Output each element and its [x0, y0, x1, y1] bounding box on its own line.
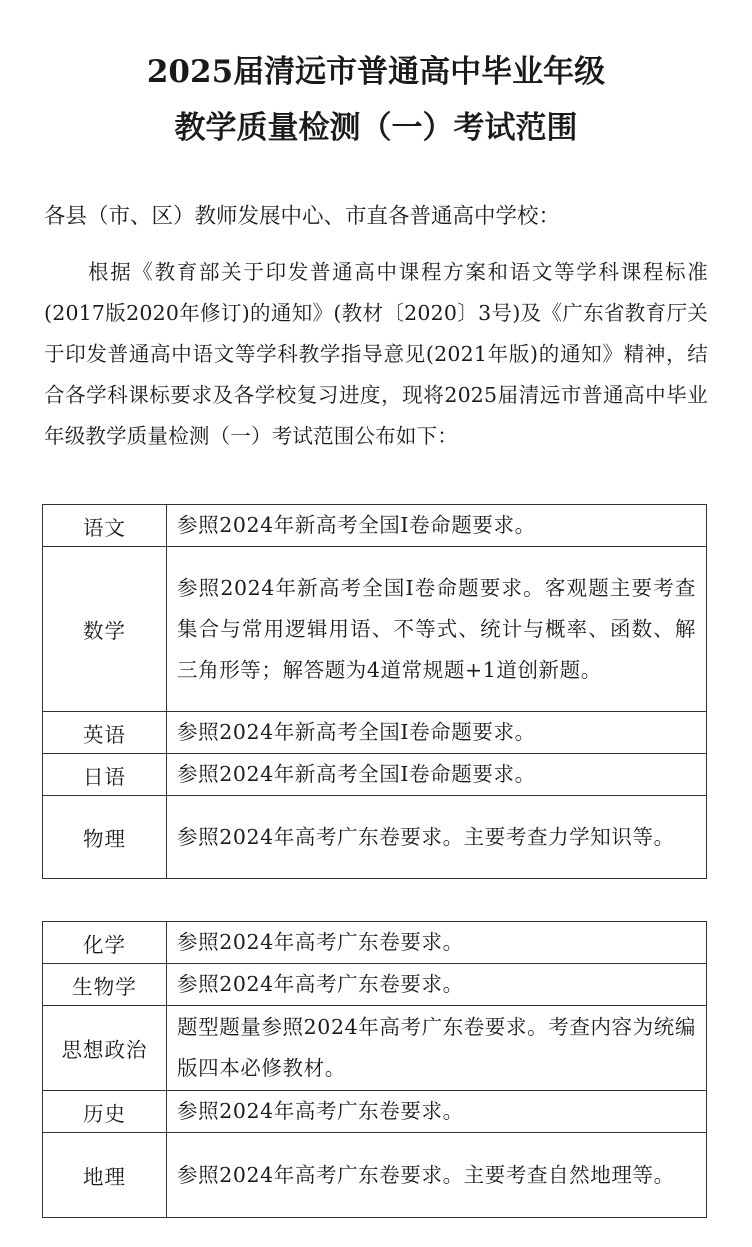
- subject-cell: 物理: [43, 796, 167, 879]
- subject-cell: 数学: [43, 547, 167, 712]
- table-row: [43, 922, 707, 964]
- table-row: [43, 505, 707, 547]
- subject-cell: 历史: [43, 1091, 167, 1133]
- subject-cell: 日语: [43, 754, 167, 796]
- requirement-cell: 参照2024年高考广东卷要求。: [167, 922, 707, 964]
- table-row: [43, 796, 707, 879]
- requirement-cell: 参照2024年高考广东卷要求。: [167, 964, 707, 1006]
- requirement-cell: 参照2024年高考广东卷要求。主要考查力学知识等。: [167, 796, 707, 879]
- subject-cell: 化学: [43, 922, 167, 964]
- table-row: [43, 964, 707, 1006]
- table-row: [43, 1133, 707, 1218]
- table-row: [43, 1006, 707, 1091]
- requirement-cell: 参照2024年高考广东卷要求。: [167, 1091, 707, 1133]
- table-row: [43, 712, 707, 754]
- subject-cell: 英语: [43, 712, 167, 754]
- subject-cell: 生物学: [43, 964, 167, 1006]
- table-row: [43, 547, 707, 712]
- requirement-cell: 参照2024年高考广东卷要求。主要考查自然地理等。: [167, 1133, 707, 1218]
- subject-cell: 语文: [43, 505, 167, 547]
- document-title-line-2: 教学质量检测（一）考试范围: [174, 110, 578, 146]
- exam-scope-table-2: [42, 921, 707, 1218]
- requirement-cell: 参照2024年新高考全国Ⅰ卷命题要求。: [167, 754, 707, 796]
- subject-cell: 思想政治: [43, 1006, 167, 1091]
- addressee: 各县（市、区）教师发展中心、市直各普通高中学校：: [44, 204, 561, 229]
- requirement-cell: 参照2024年新高考全国Ⅰ卷命题要求。客观题主要考查集合与常用逻辑用语、不等式、统计与概率、函数、解三角形等；解答题为4道常规题+1道创新题。: [167, 547, 707, 712]
- table-row: [43, 754, 707, 796]
- document-title-line-1: 2025届清远市普通高中毕业年级: [146, 54, 606, 90]
- subject-cell: 地理: [43, 1133, 167, 1218]
- intro-paragraph: 根据《教育部关于印发普通高中课程方案和语文等学科课程标准(2017版2020年修订)的通知》(教材〔2020〕3号)及《广东省教育厅关于印发普通高中语文等学科教学指导意见(2021年版)的通知》精神，结合各学科课标要求及各学校复习进度，现将2025届清远市普通高中毕业年级教学质量检测（一）考试范围公布如下：: [44, 260, 708, 448]
- requirement-cell: 参照2024年新高考全国Ⅰ卷命题要求。: [167, 712, 707, 754]
- table-row: [43, 1091, 707, 1133]
- requirement-cell: 参照2024年新高考全国Ⅰ卷命题要求。: [167, 505, 707, 547]
- exam-scope-table-1: [42, 504, 707, 879]
- requirement-cell: 题型题量参照2024年高考广东卷要求。考查内容为统编版四本必修教材。: [167, 1006, 707, 1091]
